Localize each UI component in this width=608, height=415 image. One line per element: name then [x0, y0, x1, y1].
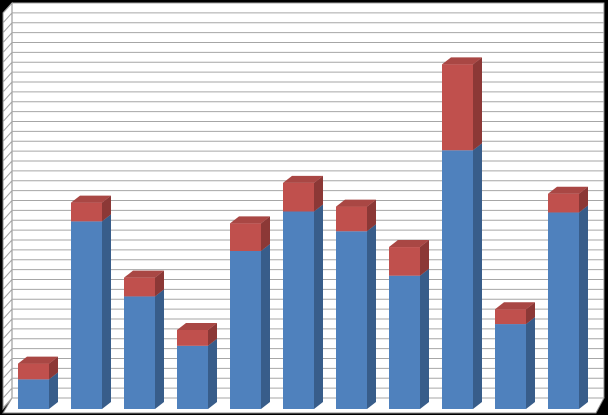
bar-segment-s2-c5	[230, 216, 270, 251]
bar-segment-s1-c10	[495, 317, 535, 409]
bar-side	[367, 224, 376, 409]
bar-front	[18, 364, 49, 380]
bar-front	[495, 324, 526, 409]
bar-segment-s2-c8	[389, 240, 429, 276]
bar-segment-s2-c4	[177, 323, 217, 346]
bar-segment-s1-c4	[177, 339, 217, 409]
bar-front	[230, 223, 261, 251]
bar-front	[71, 203, 102, 222]
bar-segment-s1-c6	[283, 205, 323, 410]
bar-segment-s1-c9	[442, 143, 482, 409]
bar-side	[473, 57, 482, 150]
bar-segment-s2-c7	[336, 200, 376, 232]
bar-side	[526, 317, 535, 409]
bar-front	[124, 296, 155, 409]
bar-segment-s1-c2	[71, 214, 111, 409]
bar-segment-s2-c2	[71, 196, 111, 222]
bar-front	[18, 379, 49, 409]
bar-front	[442, 150, 473, 409]
bar-segment-s2-c3	[124, 271, 164, 297]
bar-segment-s1-c5	[230, 244, 270, 409]
bar-front	[124, 278, 155, 297]
bar-side	[314, 205, 323, 410]
bar-side	[473, 143, 482, 409]
bar-front	[177, 346, 208, 409]
bar-side	[579, 205, 588, 409]
bar-segment-s1-c11	[548, 205, 588, 409]
bar-front	[336, 231, 367, 409]
bar-segment-s2-c9	[442, 57, 482, 150]
bar-side	[261, 244, 270, 409]
bar-front	[389, 276, 420, 409]
bar-side	[420, 269, 429, 409]
bar-front	[336, 207, 367, 232]
bar-front	[283, 183, 314, 212]
bar-segment-s2-c10	[495, 302, 535, 324]
bar-front	[548, 212, 579, 409]
bar-side	[102, 214, 111, 409]
bar-front	[442, 64, 473, 150]
bar-segment-s2-c1	[18, 357, 58, 380]
bar-front	[230, 251, 261, 409]
bar-segment-s1-c7	[336, 224, 376, 409]
bar-segment-s1-c3	[124, 289, 164, 409]
bar-front	[548, 194, 579, 213]
bar-side	[155, 289, 164, 409]
bar-front	[283, 212, 314, 410]
bar-segment-s1-c8	[389, 269, 429, 409]
bar-segment-s2-c11	[548, 187, 588, 213]
bar-front	[389, 247, 420, 276]
bar-side	[208, 339, 217, 409]
bar-front	[177, 330, 208, 346]
bar-front	[495, 309, 526, 324]
bar-segment-s2-c6	[283, 176, 323, 212]
bar-front	[71, 221, 102, 409]
